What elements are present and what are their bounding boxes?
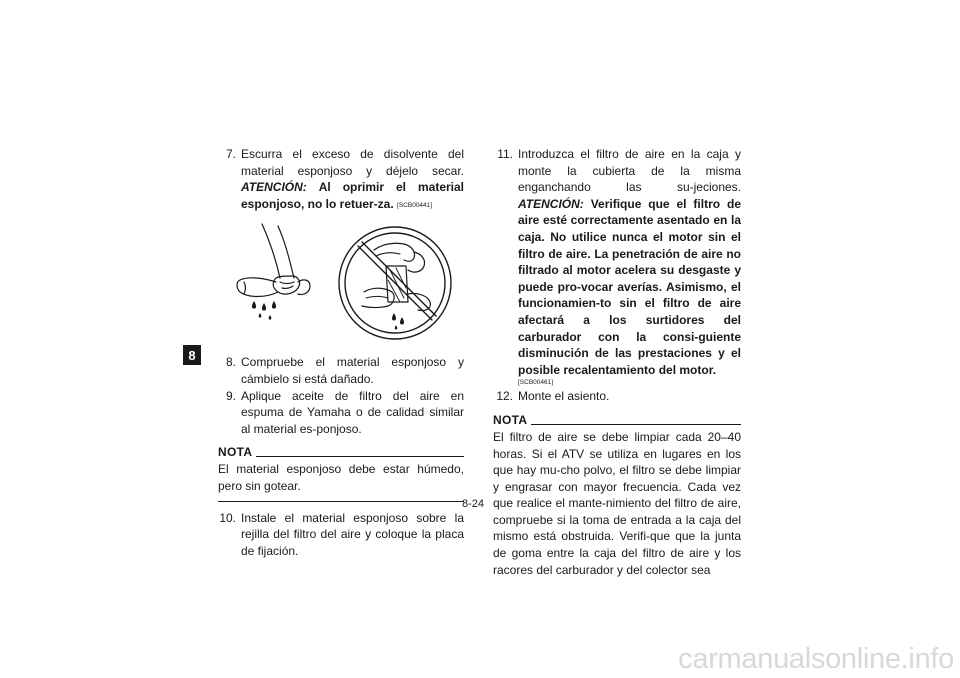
- step-11-attention-text: Verifique que el filtro de aire esté correctamente asentado en la caja. No utilice nunca el motor sin el filtro de aire. La penetración de aire no filtrado al motor acelera su desgaste y puede pro-vocar averías. Asimismo, el funcionamien-to sin el filtro de aire afectará a los surtidores del carburador con la consi-guiente disminución de las prestaciones y el posible recalentamiento del motor.: [518, 196, 741, 377]
- step-7-attention-text: Al oprimir el material esponjoso, no lo retuer-za.: [241, 180, 464, 211]
- step-9-number: 9.: [225, 388, 236, 403]
- nota-end-rule-left: [218, 501, 464, 502]
- step-9: [218, 388, 464, 438]
- step-7-number: 7.: [225, 147, 236, 161]
- nota-text-right: El filtro de aire se debe limpiar cada 20–40 horas. Si el ATV se utiliza en lugares en los que hay mu-cho polvo, el filtro se debe limpiar y engrasar con mayor frecuencia. Cada vez que realice el mante-nimiento del filtro de aire, compruebe si la toma de entrada a la caja del mismo está obstruida. Verifi-que que la junta de goma entre la caja del filtro de aire y los racores del carburador y del colector sea: [493, 429, 741, 577]
- nota-rule-left: [256, 456, 464, 457]
- step-12: [493, 388, 741, 405]
- step-11-number: 11.: [497, 147, 513, 161]
- step-8: [218, 354, 464, 387]
- step-11-code: [SCB00461]: [518, 379, 554, 387]
- step-7: [218, 146, 464, 214]
- step-11-attention-label: ATENCIÓN:: [518, 196, 584, 211]
- step-10: [218, 510, 464, 560]
- step-12-number: 12.: [496, 389, 513, 404]
- step-8-text: Compruebe el material esponjoso y cámbielo si está dañado.: [241, 355, 464, 386]
- nota-label-right: NOTA: [493, 412, 528, 427]
- step-7-code: [SCB00441]: [397, 201, 433, 209]
- page-number: 8-24: [462, 498, 485, 510]
- nota-label-left: NOTA: [218, 445, 253, 460]
- nota-header-right: [493, 413, 741, 427]
- chapter-tab: 8: [183, 345, 201, 365]
- left-column: [218, 146, 464, 559]
- step-7-text: Escurra el exceso de disolvente del material esponjoso y déjelo secar.: [241, 147, 464, 178]
- step-8-number: 8.: [225, 355, 236, 370]
- nota-rule-right: [531, 424, 741, 425]
- watermark: carmanualsonline.info: [678, 643, 954, 675]
- step-12-text: Monte el asiento.: [518, 389, 610, 404]
- step-10-text: Instale el material esponjoso sobre la rejilla del filtro del aire y coloque la placa de fijación.: [241, 510, 464, 558]
- step-10-number: 10.: [219, 510, 236, 525]
- step-7-attention-label: ATENCIÓN:: [241, 180, 307, 195]
- step-11: [493, 146, 741, 388]
- step-11-text: Introduzca el filtro de aire en la caja y monte la cubierta de la misma enganchando las su-jeciones.: [518, 147, 741, 195]
- correct-squeeze-illustration: [232, 222, 312, 332]
- squeeze-illustration: [218, 222, 464, 344]
- prohibited-wringing-illustration: [334, 222, 456, 344]
- nota-header-left: [218, 445, 464, 459]
- step-9-text: Aplique aceite de filtro del aire en espuma de Yamaha o de calidad similar al material es-ponjoso.: [241, 388, 464, 436]
- nota-text-left: El material esponjoso debe estar húmedo, pero sin gotear.: [218, 462, 464, 493]
- right-column: [493, 146, 741, 578]
